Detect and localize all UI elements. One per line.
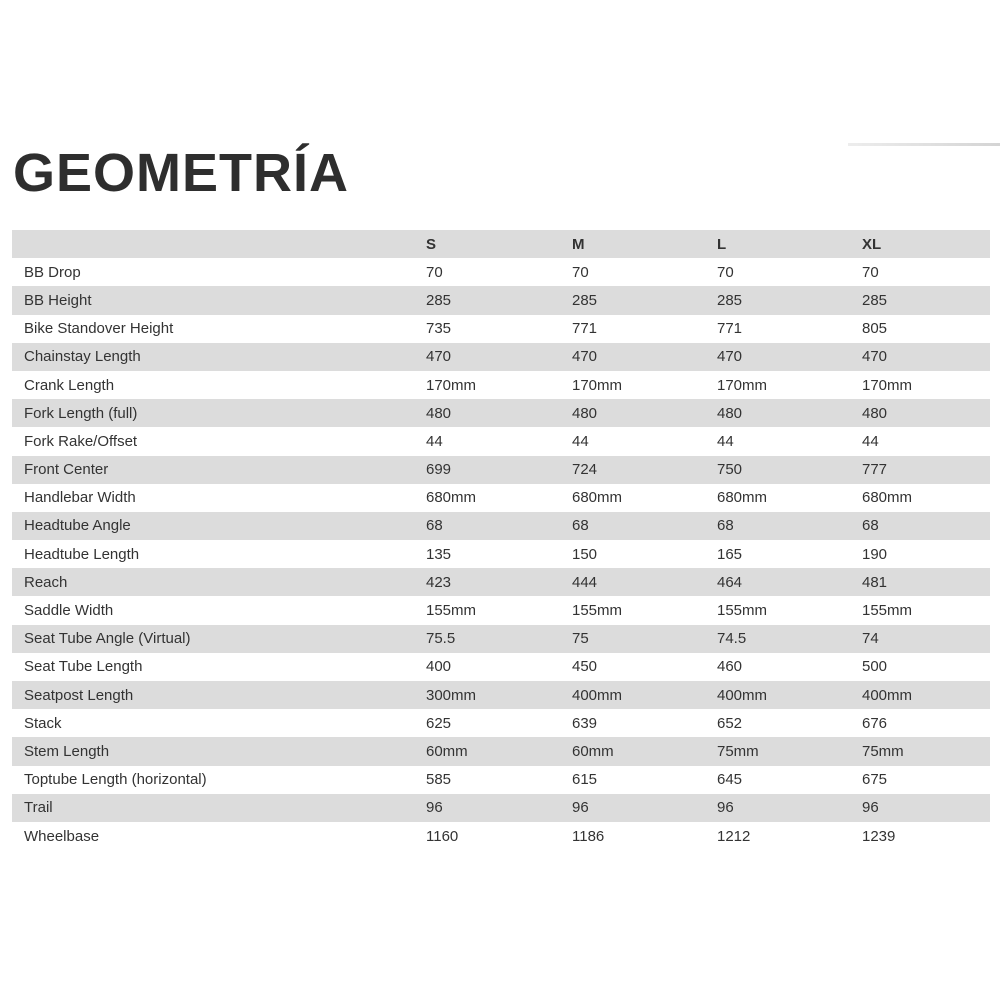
cell-m: 1186 <box>572 827 605 845</box>
cell-xl: 96 <box>862 799 879 817</box>
cell-xl: 70 <box>862 263 879 281</box>
cell-m: 724 <box>572 461 598 479</box>
table-row <box>12 737 990 765</box>
cell-m: 285 <box>572 291 598 309</box>
cell-l: 155mm <box>717 602 768 620</box>
cell-xl: 44 <box>862 432 879 450</box>
cell-l: 771 <box>717 320 743 338</box>
table-row <box>12 766 990 794</box>
table-row <box>12 456 990 484</box>
cell-l: 165 <box>717 545 743 563</box>
cell-s: 135 <box>426 545 452 563</box>
cell-xl: 500 <box>862 658 888 676</box>
decorative-divider <box>848 143 1000 146</box>
cell-m: 170mm <box>572 376 623 394</box>
table-row <box>12 653 990 681</box>
cell-l: 1212 <box>717 827 751 845</box>
cell-m: 771 <box>572 320 598 338</box>
row-label: Stack <box>24 714 62 732</box>
cell-m: 400mm <box>572 686 623 704</box>
row-label: BB Height <box>24 291 92 309</box>
cell-m: 44 <box>572 432 589 450</box>
cell-xl: 75mm <box>862 742 904 760</box>
page-title: GEOMETRÍA <box>13 143 350 203</box>
cell-xl: 400mm <box>862 686 913 704</box>
row-label: Chainstay Length <box>24 348 141 366</box>
cell-s: 44 <box>426 432 443 450</box>
cell-l: 460 <box>717 658 743 676</box>
table-row <box>12 596 990 624</box>
cell-xl: 675 <box>862 771 888 789</box>
cell-m: 68 <box>572 517 589 535</box>
cell-m: 470 <box>572 348 598 366</box>
table-row <box>12 343 990 371</box>
cell-l: 96 <box>717 799 734 817</box>
cell-s: 699 <box>426 461 452 479</box>
table-row <box>12 484 990 512</box>
row-label: Seat Tube Length <box>24 658 143 676</box>
row-label: Headtube Length <box>24 545 140 563</box>
table-row <box>12 794 990 822</box>
cell-m: 150 <box>572 545 598 563</box>
cell-s: 68 <box>426 517 443 535</box>
cell-m: 75 <box>572 630 589 648</box>
cell-m: 96 <box>572 799 589 817</box>
cell-m: 70 <box>572 263 589 281</box>
cell-s: 400 <box>426 658 452 676</box>
table-row <box>12 822 990 850</box>
column-header-label <box>12 230 414 258</box>
cell-l: 75mm <box>717 742 759 760</box>
row-label: Seatpost Length <box>24 686 134 704</box>
cell-s: 470 <box>426 348 452 366</box>
cell-l: 68 <box>717 517 734 535</box>
cell-s: 60mm <box>426 742 468 760</box>
table-body <box>12 258 990 850</box>
cell-s: 285 <box>426 291 452 309</box>
cell-xl: 676 <box>862 714 888 732</box>
cell-l: 170mm <box>717 376 768 394</box>
cell-s: 70 <box>426 263 443 281</box>
table-row <box>12 399 990 427</box>
row-label: Headtube Angle <box>24 517 131 535</box>
cell-s: 96 <box>426 799 443 817</box>
cell-xl: 777 <box>862 461 888 479</box>
cell-xl: 170mm <box>862 376 913 394</box>
cell-s: 423 <box>426 573 452 591</box>
cell-xl: 285 <box>862 291 888 309</box>
row-label: Seat Tube Angle (Virtual) <box>24 630 191 648</box>
column-header-xl: XL <box>862 235 882 253</box>
cell-s: 155mm <box>426 602 477 620</box>
row-label: BB Drop <box>24 263 81 281</box>
row-label: Bike Standover Height <box>24 320 174 338</box>
cell-xl: 1239 <box>862 827 896 845</box>
cell-s: 75.5 <box>426 630 456 648</box>
cell-l: 750 <box>717 461 743 479</box>
cell-m: 450 <box>572 658 598 676</box>
cell-s: 585 <box>426 771 452 789</box>
cell-m: 680mm <box>572 489 623 507</box>
cell-xl: 74 <box>862 630 879 648</box>
cell-xl: 805 <box>862 320 888 338</box>
cell-m: 615 <box>572 771 598 789</box>
cell-s: 300mm <box>426 686 477 704</box>
column-header-l: L <box>717 235 727 253</box>
table-row <box>12 540 990 568</box>
row-label: Reach <box>24 573 68 591</box>
cell-s: 480 <box>426 404 452 422</box>
row-label: Toptube Length (horizontal) <box>24 771 207 789</box>
row-label: Wheelbase <box>24 827 100 845</box>
cell-l: 652 <box>717 714 743 732</box>
table-row <box>12 625 990 653</box>
row-label: Fork Length (full) <box>24 404 138 422</box>
cell-l: 645 <box>717 771 743 789</box>
row-label: Crank Length <box>24 376 115 394</box>
geometry-table <box>12 230 990 850</box>
cell-l: 285 <box>717 291 743 309</box>
cell-m: 155mm <box>572 602 623 620</box>
cell-l: 680mm <box>717 489 768 507</box>
table-row <box>12 709 990 737</box>
cell-l: 480 <box>717 404 743 422</box>
cell-s: 1160 <box>426 827 459 845</box>
row-label: Fork Rake/Offset <box>24 432 138 450</box>
cell-l: 470 <box>717 348 743 366</box>
cell-xl: 68 <box>862 517 879 535</box>
table-row <box>12 568 990 596</box>
table-row <box>12 258 990 286</box>
cell-xl: 480 <box>862 404 888 422</box>
table-row <box>12 427 990 455</box>
table-row <box>12 315 990 343</box>
cell-xl: 680mm <box>862 489 913 507</box>
table-row <box>12 681 990 709</box>
cell-l: 44 <box>717 432 734 450</box>
cell-xl: 481 <box>862 573 888 591</box>
cell-s: 680mm <box>426 489 477 507</box>
cell-s: 625 <box>426 714 452 732</box>
cell-s: 735 <box>426 320 452 338</box>
cell-xl: 190 <box>862 545 888 563</box>
row-label: Front Center <box>24 461 109 479</box>
table-header-row <box>12 230 990 258</box>
cell-m: 60mm <box>572 742 614 760</box>
cell-m: 444 <box>572 573 598 591</box>
table-row <box>12 371 990 399</box>
cell-xl: 155mm <box>862 602 913 620</box>
table-row <box>12 286 990 314</box>
row-label: Saddle Width <box>24 602 114 620</box>
cell-s: 170mm <box>426 376 477 394</box>
cell-l: 464 <box>717 573 743 591</box>
row-label: Handlebar Width <box>24 489 136 507</box>
column-header-m: M <box>572 235 585 253</box>
cell-l: 70 <box>717 263 734 281</box>
row-label: Stem Length <box>24 742 110 760</box>
cell-xl: 470 <box>862 348 888 366</box>
cell-m: 639 <box>572 714 598 732</box>
cell-l: 74.5 <box>717 630 747 648</box>
cell-m: 480 <box>572 404 598 422</box>
cell-l: 400mm <box>717 686 768 704</box>
table-row <box>12 512 990 540</box>
row-label: Trail <box>24 799 53 817</box>
column-header-s: S <box>426 235 437 253</box>
